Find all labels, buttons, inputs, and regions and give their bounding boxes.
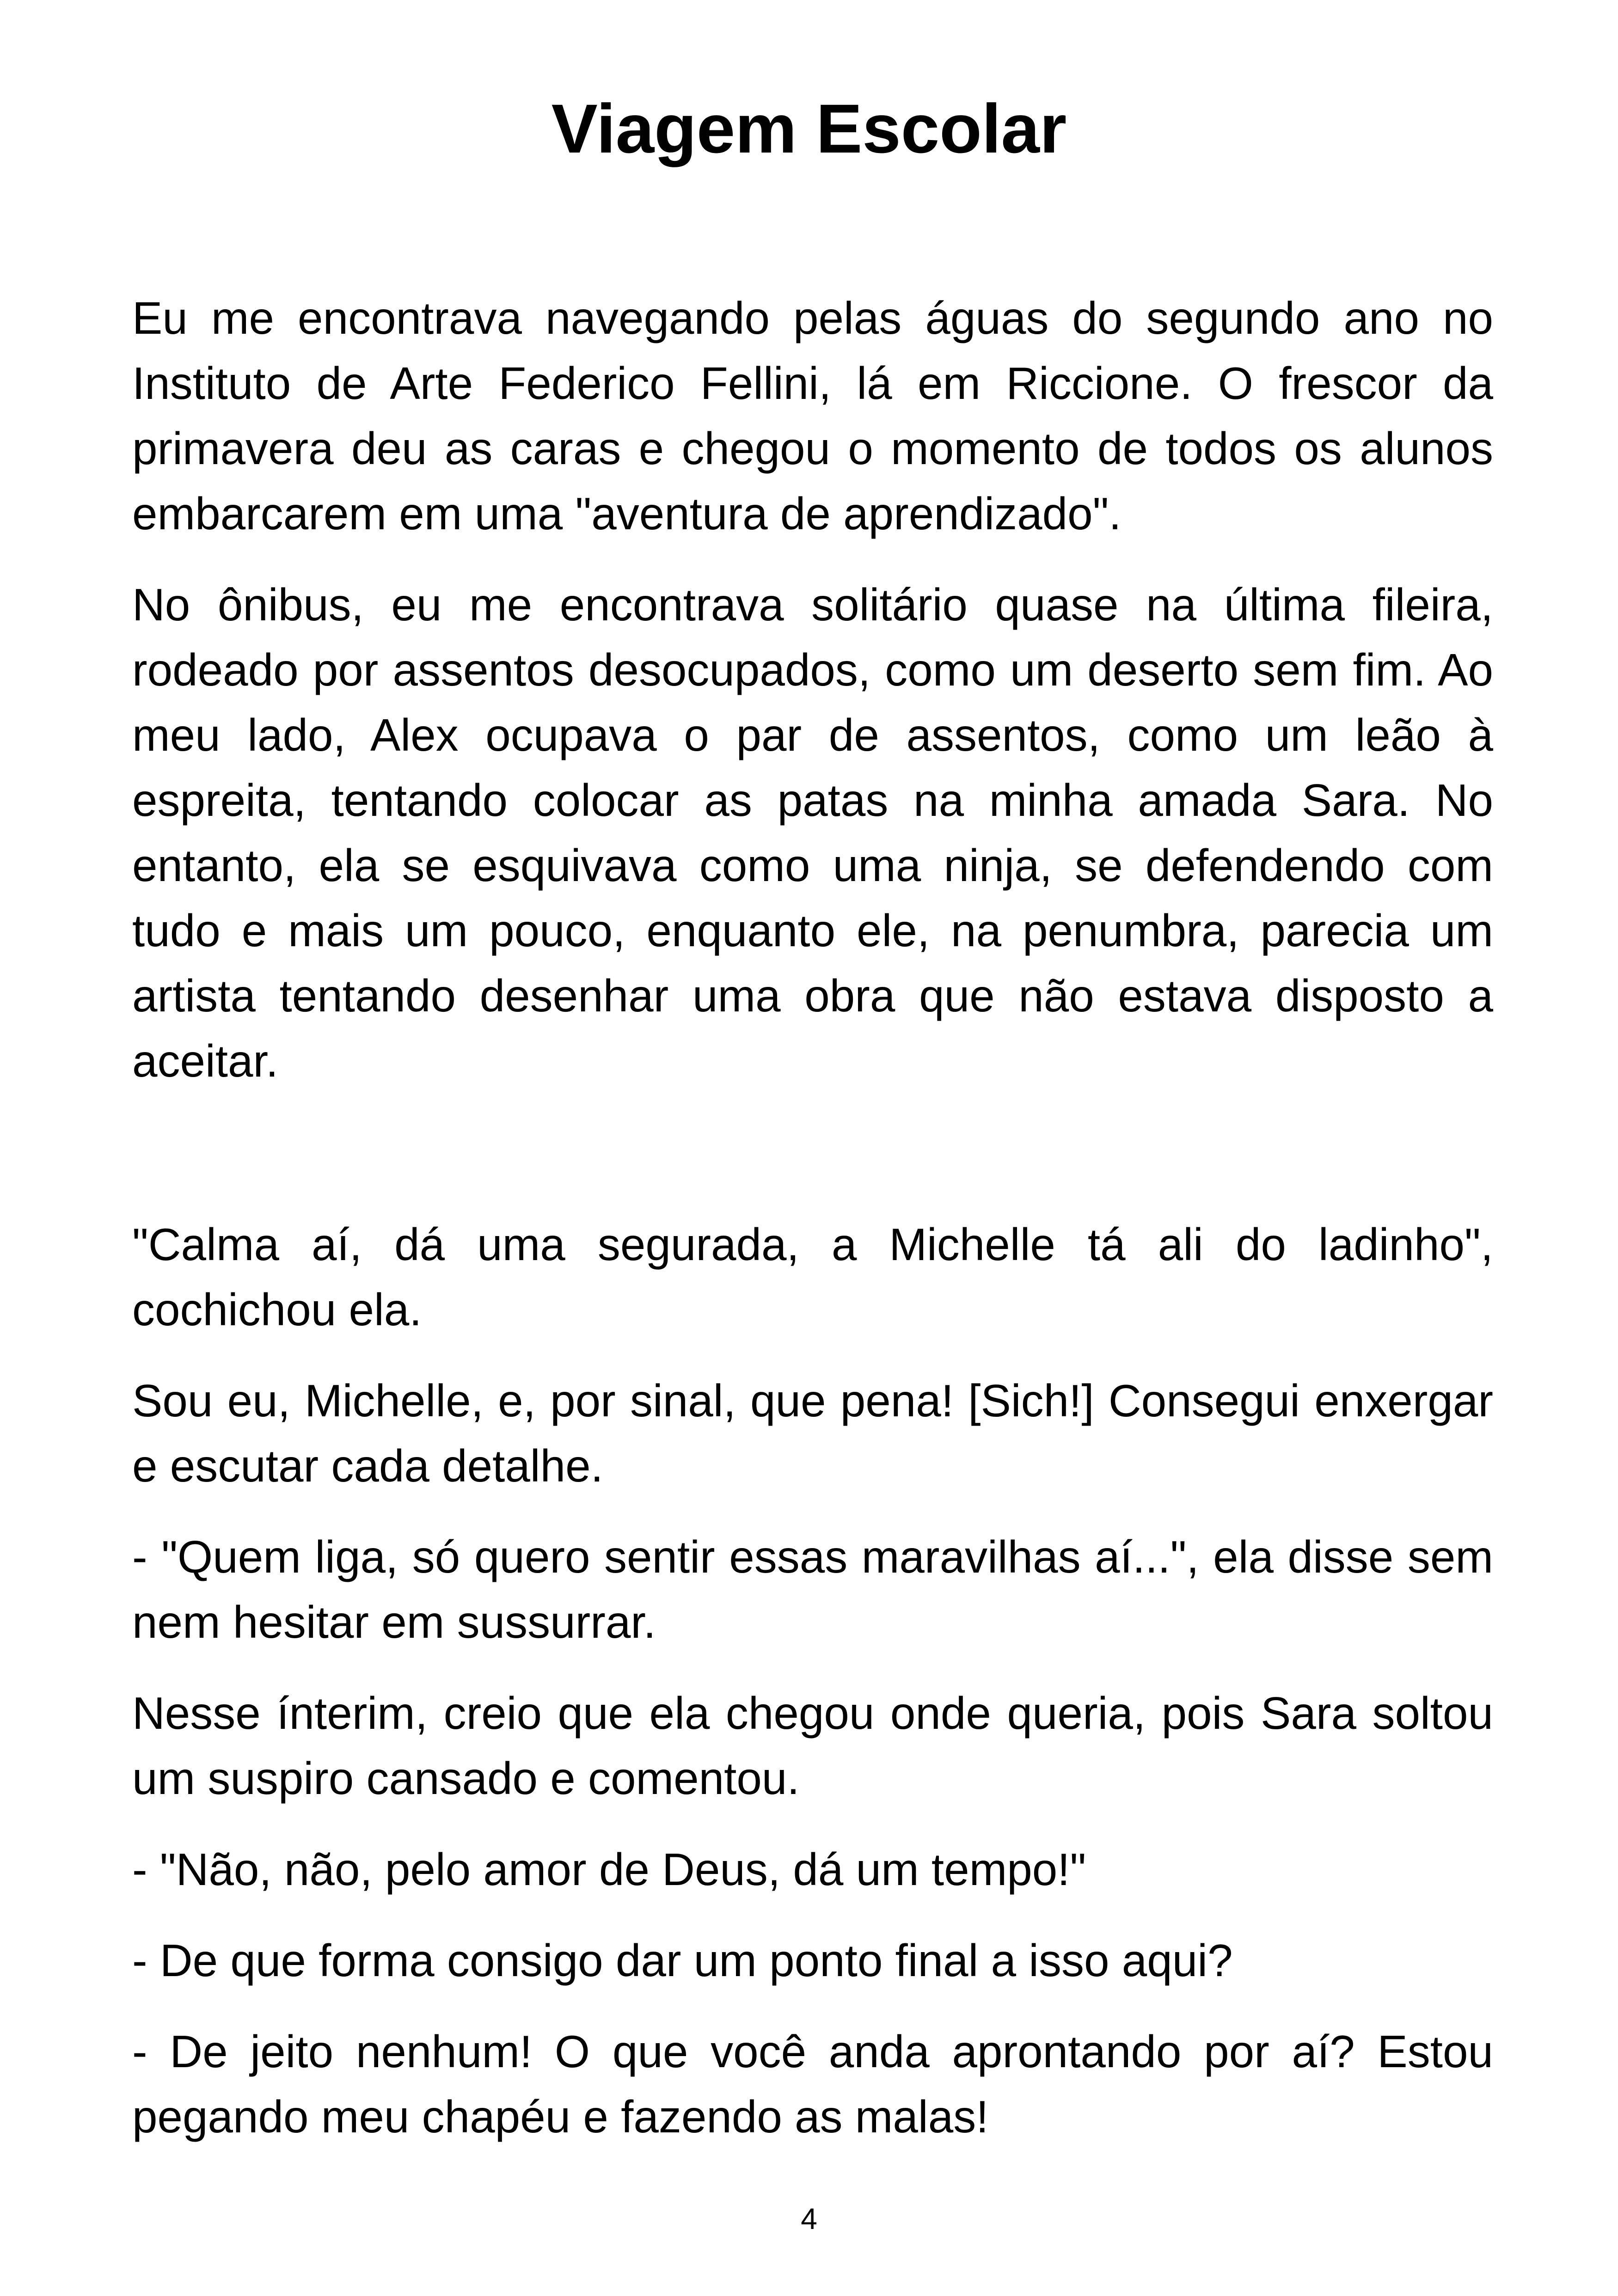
paragraph: Eu me encontrava navegando pelas águas do segundo ano no Instituto de Arte Federico Fellini, lá em Riccione. O frescor da primavera deu as caras e chegou o momento de todos os alunos embarcarem em uma "aventura de aprendizado". [132, 293, 1493, 539]
paragraph: - De que forma consigo dar um ponto final a isso aqui? [132, 1935, 1233, 1986]
body-text [132, 286, 1493, 2175]
paragraph: - "Não, não, pelo amor de Deus, dá um tempo!" [132, 1844, 1086, 1895]
page-number: 4 [801, 2202, 817, 2235]
paragraph: No ônibus, eu me encontrava solitário quase na última fileira, rodeado por assentos desocupados, como um deserto sem fim. Ao meu lado, Alex ocupava o par de assentos, como um leão à espreita, tentando colocar as patas na minha amada Sara. No entanto, ela se esquivava como uma ninja, se defendendo com tudo e mais um pouco, enquanto ele, na penumbra, parecia um artista tentando desenhar uma obra que não estava disposto a aceitar. [132, 579, 1493, 1086]
paragraph: - "Quem liga, só quero sentir essas maravilhas aí...", ela disse sem nem hesitar em sussurrar. [132, 1531, 1493, 1647]
paragraph: "Calma aí, dá uma segurada, a Michelle tá ali do ladinho", cochichou ela. [132, 1219, 1493, 1335]
paragraph: - De jeito nenhum! O que você anda aprontando por aí? Estou pegando meu chapéu e fazendo as malas! [132, 2026, 1493, 2142]
paragraph: Sou eu, Michelle, e, por sinal, que pena! [Sich!] Consegui enxergar e escutar cada detalhe. [132, 1375, 1493, 1491]
page-title: Viagem Escolar [551, 90, 1067, 167]
paragraph: Nesse ínterim, creio que ela chegou onde queria, pois Sara soltou um suspiro cansado e comentou. [132, 1688, 1493, 1804]
